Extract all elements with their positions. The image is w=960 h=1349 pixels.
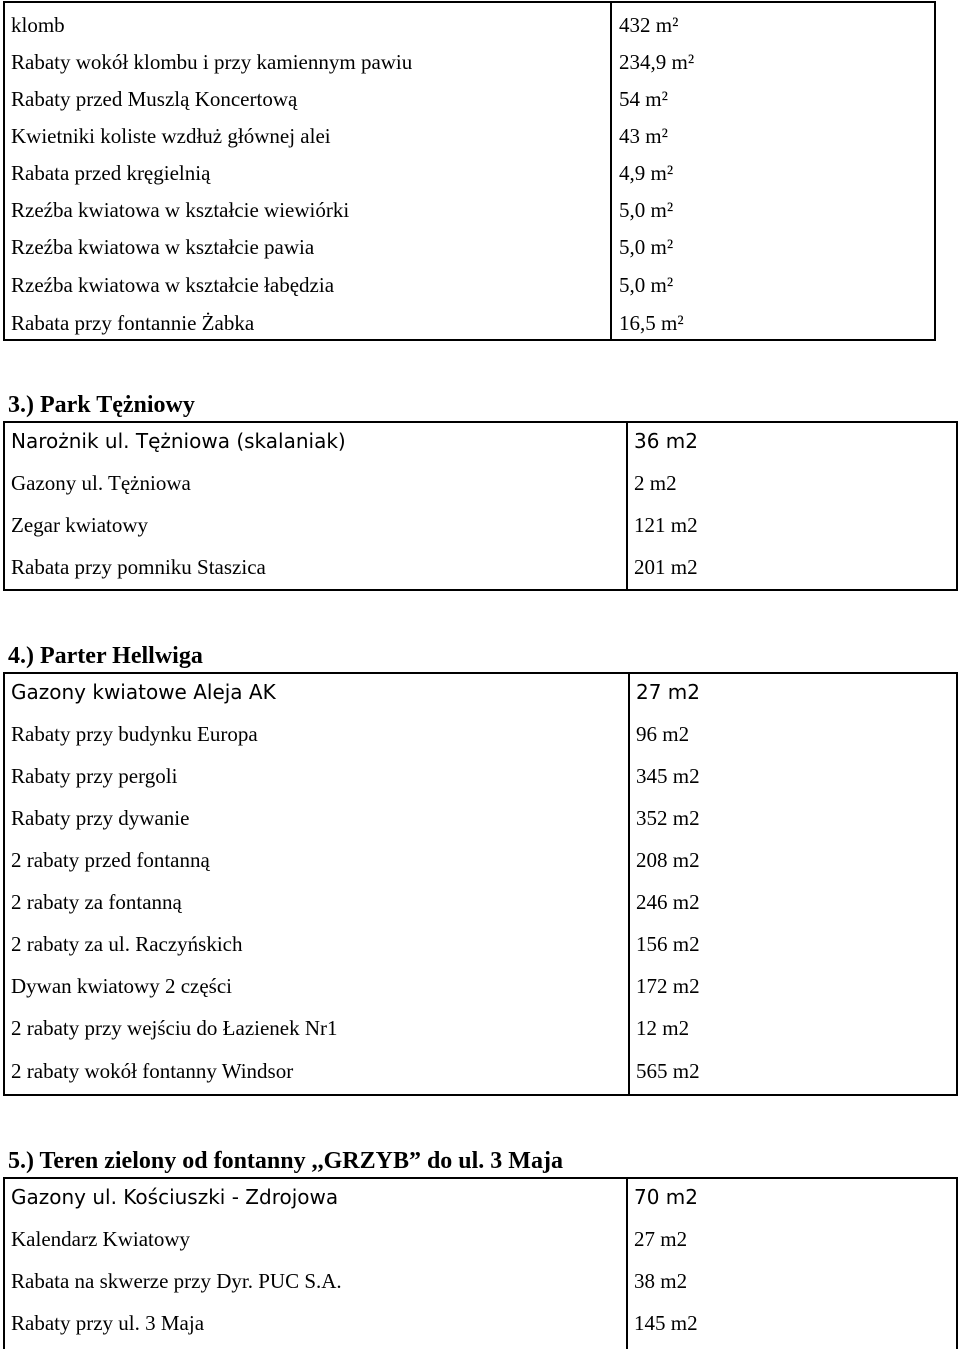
row-name: Rabata na skwerze przy Dyr. PUC S.A. — [11, 1269, 342, 1293]
row-name: Rabata przed kręgielnią — [11, 161, 211, 185]
row-name: Rabata przy pomniku Staszica — [11, 555, 266, 579]
row-name: 2 rabaty za ul. Raczyńskich — [11, 932, 243, 956]
row-name: Rabaty wokół klombu i przy kamiennym pawiu — [11, 50, 413, 74]
row-name: Gazony kwiatowe Aleja AK — [11, 680, 276, 704]
section5-table — [3, 1177, 958, 1349]
row-area: 4,9 m² — [619, 161, 674, 185]
row-name: Kwietniki koliste wzdłuż głównej alei — [11, 124, 331, 148]
row-name: Rabaty przy pergoli — [11, 764, 178, 788]
row-area: 5,0 m² — [619, 273, 674, 297]
row-area: 43 m² — [619, 124, 668, 148]
row-name: 2 rabaty wokół fontanny Windsor — [11, 1059, 294, 1083]
row-name: 2 rabaty przed fontanną — [11, 848, 210, 872]
row-name: Rzeźba kwiatowa w kształcie pawia — [11, 235, 315, 259]
section-heading: 3.) Park Tężniowy — [8, 392, 195, 418]
row-name: Rzeźba kwiatowa w kształcie wiewiórki — [11, 198, 350, 222]
row-area: 27 m2 — [636, 680, 701, 704]
row-area: 54 m² — [619, 87, 668, 111]
row-name: Gazony ul. Tężniowa — [11, 471, 191, 495]
row-name: Dywan kwiatowy 2 części — [11, 974, 233, 998]
row-area: 70 m2 — [634, 1185, 699, 1209]
row-area: 27 m2 — [634, 1227, 688, 1251]
row-name: Rabaty przy dywanie — [11, 806, 190, 830]
row-area: 345 m2 — [636, 764, 700, 788]
row-area: 352 m2 — [636, 806, 700, 830]
row-area: 121 m2 — [634, 513, 698, 537]
row-name: Zegar kwiatowy — [11, 513, 149, 537]
row-name: 2 rabaty przy wejściu do Łazienek Nr1 — [11, 1016, 338, 1040]
column-divider — [626, 421, 628, 591]
section-heading: 5.) Teren zielony od fontanny ,,GRZYB” do ul. 3 Maja — [8, 1148, 563, 1174]
row-area: 5,0 m² — [619, 235, 674, 259]
column-divider — [628, 672, 630, 1096]
row-name: 2 rabaty za fontanną — [11, 890, 182, 914]
row-area: 201 m2 — [634, 555, 698, 579]
row-name: Narożnik ul. Tężniowa (skalaniak) — [11, 429, 346, 453]
row-name: Rzeźba kwiatowa w kształcie łabędzia — [11, 273, 335, 297]
row-area: 38 m2 — [634, 1269, 688, 1293]
row-area: 145 m2 — [634, 1311, 698, 1335]
row-area: 36 m2 — [634, 429, 699, 453]
row-area: 234,9 m² — [619, 50, 695, 74]
section2-table — [3, 1, 936, 341]
row-name: Gazony ul. Kościuszki - Zdrojowa — [11, 1185, 339, 1209]
row-name: Rabata przy fontannie Żabka — [11, 311, 255, 335]
section3-table — [3, 421, 958, 591]
row-name: Kalendarz Kwiatowy — [11, 1227, 191, 1251]
row-area: 432 m² — [619, 13, 679, 37]
row-area: 12 m2 — [636, 1016, 690, 1040]
section-heading: 4.) Parter Hellwiga — [8, 643, 203, 669]
row-area: 208 m2 — [636, 848, 700, 872]
section4-table — [3, 672, 958, 1096]
row-name: Rabaty przy budynku Europa — [11, 722, 258, 746]
row-area: 16,5 m² — [619, 311, 684, 335]
column-divider — [610, 1, 612, 341]
row-name: Rabaty przed Muszlą Koncertową — [11, 87, 298, 111]
row-area: 156 m2 — [636, 932, 700, 956]
row-area: 565 m2 — [636, 1059, 700, 1083]
row-area: 5,0 m² — [619, 198, 674, 222]
row-area: 246 m2 — [636, 890, 700, 914]
row-name: klomb — [11, 13, 65, 37]
row-name: Rabaty przy ul. 3 Maja — [11, 1311, 205, 1335]
row-area: 172 m2 — [636, 974, 700, 998]
column-divider — [626, 1177, 628, 1349]
row-area: 96 m2 — [636, 722, 690, 746]
row-area: 2 m2 — [634, 471, 677, 495]
